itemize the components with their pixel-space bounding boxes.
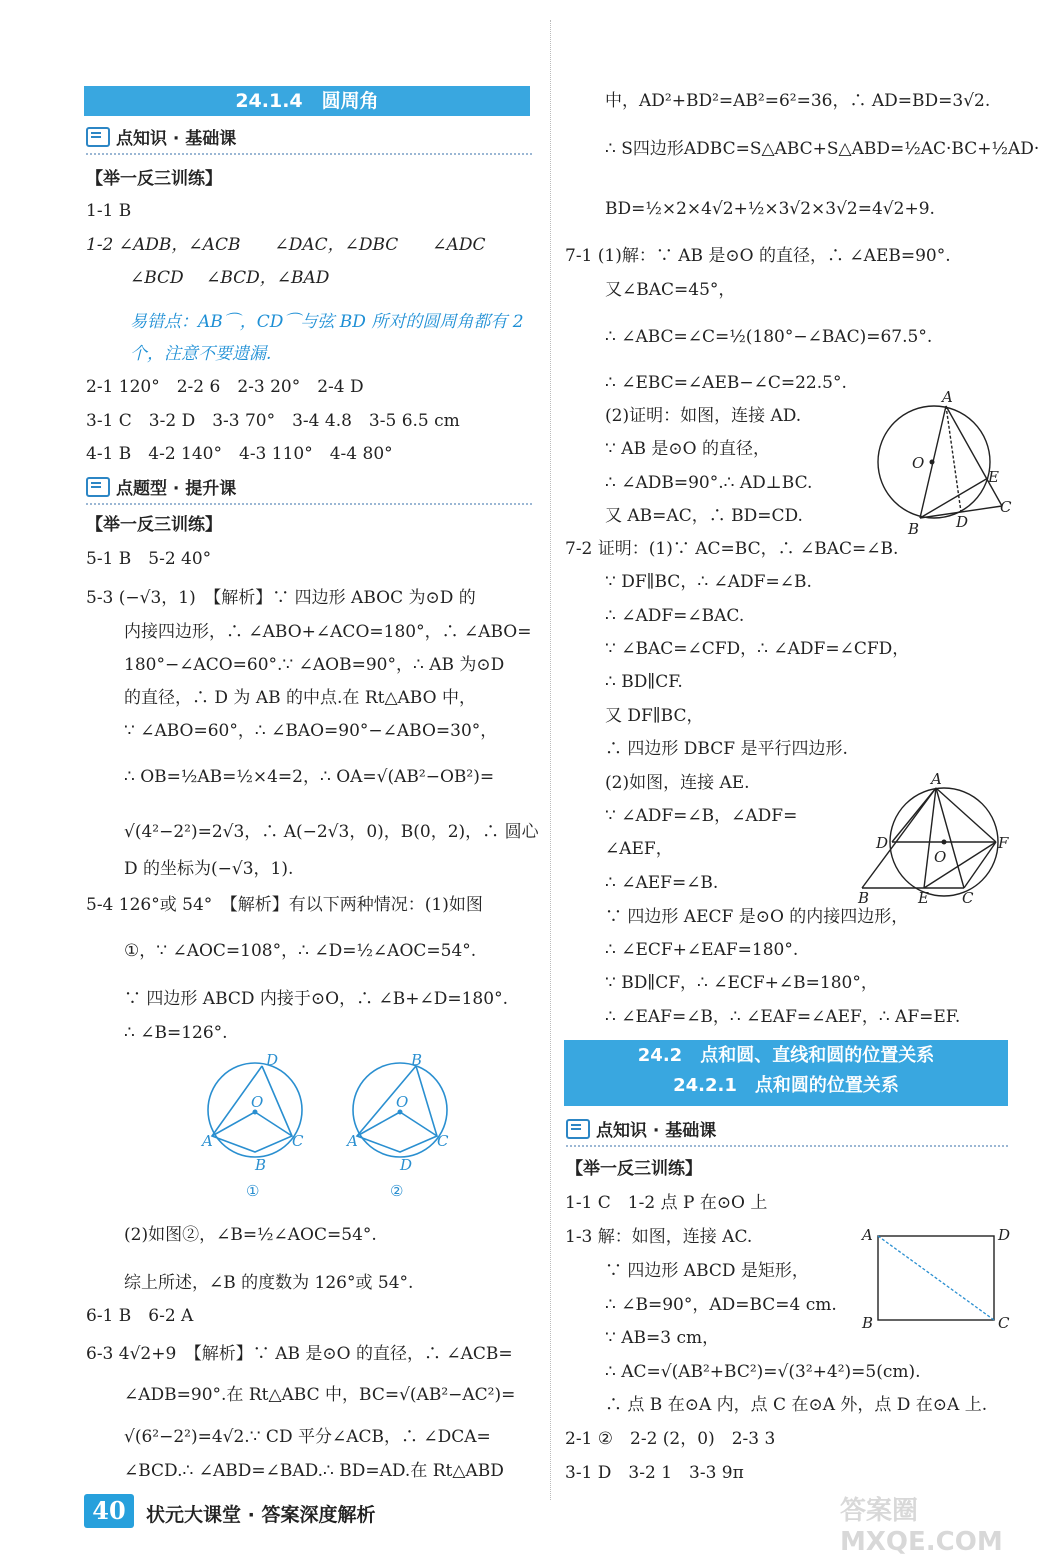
answer-line: 180°−∠ACO=60°.∵ ∠AOB=90°，∴ AB 为⊙D (124, 655, 505, 675)
point-label: O (934, 848, 947, 866)
dotted-divider (86, 153, 532, 155)
answer-line: ∵ ∠BAC=∠CFD，∴ ∠ADF=∠CFD， (605, 639, 910, 659)
answer-line: ∴ ∠ECF+∠EAF=180°. (605, 940, 799, 960)
point-label: C (292, 1132, 304, 1150)
answer-line: 1-1 B (86, 201, 132, 221)
point-label: C (1000, 498, 1012, 516)
answer-line: ∵ BD∥CF，∴ ∠ECF+∠B=180°， (605, 973, 878, 993)
point-label: D (998, 1226, 1011, 1244)
dotted-divider (86, 503, 532, 505)
point-label: O (912, 454, 925, 472)
answer-line: 2-1 120° 2-2 6 2-3 20° 2-4 D (86, 377, 364, 397)
point-label: D (400, 1156, 413, 1174)
answer-line: ∴ AC=√(AB²+BC²)=√(3²+4²)=5(cm). (605, 1362, 921, 1382)
answer-line: 4-1 B 4-2 140° 4-3 110° 4-4 80° (86, 444, 393, 464)
answer-line: 6-3 4√2+9 【解析】∵ AB 是⊙O 的直径，∴ ∠ACB= (86, 1344, 513, 1364)
answer-line: 5-4 126°或 54° 【解析】有以下两种情况：(1)如图 (86, 895, 483, 915)
circle-figure-pair (190, 1050, 470, 1205)
point-label: C (437, 1132, 449, 1150)
train-heading: 【举一反三训练】 (86, 169, 222, 189)
answer-line: 综上所述，∠B 的度数为 126°或 54°. (124, 1273, 414, 1293)
answer-line: ∠BCD.∴ ∠ABD=∠BAD.∴ BD=AD.在 Rt△ABD (124, 1461, 504, 1481)
answer-line: 3-1 D 3-2 1 3-3 9π (565, 1463, 744, 1483)
answer-line: 5-3 (−√3，1) 【解析】∵ 四边形 ABOC 为⊙D 的 (86, 588, 476, 608)
footer-title: 状元大课堂 · 答案深度解析 (146, 1504, 376, 1526)
section-heading-basic (86, 124, 236, 149)
section-heading-label: 点知识 · 基础课 (596, 1121, 717, 1141)
answer-line: ∴ ∠ABC=∠C=½(180°−∠BAC)=67.5°. (605, 327, 933, 347)
figure-caption: ② (390, 1182, 404, 1200)
point-label: A (862, 1226, 873, 1244)
answer-line: ∵ 四边形 ABCD 内接于⊙O，∴ ∠B+∠D=180°. (124, 989, 508, 1009)
answer-line: 中，AD²+BD²=AB²=6²=36，∴ AD=BD=3√2. (605, 91, 991, 111)
answer-line: ∵ 四边形 AECF 是⊙O 的内接四边形， (605, 907, 909, 927)
section-heading-advanced (86, 474, 236, 499)
answer-line: ∠BCD ∠BCD，∠BAD (130, 268, 330, 288)
dotted-divider (566, 1145, 1008, 1147)
point-label: A (931, 770, 942, 788)
answer-line: ∴ ∠ADF=∠BAC. (605, 606, 745, 626)
answer-line: ∵ AB 是⊙O 的直径， (605, 439, 770, 459)
point-label: D (956, 513, 969, 531)
column-divider (550, 20, 551, 1500)
point-label: A (202, 1132, 213, 1150)
answer-line: ∵ DF∥BC，∴ ∠ADF=∠B. (605, 572, 812, 592)
answer-line: 1-2 ∠ADB，∠ACB ∠DAC，∠DBC ∠ADC (86, 235, 486, 255)
answer-line: √(4²−2²)=2√3，∴ A(−2√3，0)，B(0，2)，∴ 圆心 (124, 822, 539, 842)
answer-line: ∴ ∠ADB=90°.∴ AD⊥BC. (605, 473, 813, 493)
circle-figure-7-1 (866, 390, 1026, 540)
answer-line: ∵ ∠ABO=60°，∴ ∠BAO=90°−∠ABO=30°， (124, 721, 498, 741)
banner-line: 24.2 点和圆、直线和圆的位置关系 (637, 1045, 935, 1066)
point-label: D (266, 1051, 279, 1069)
answer-line: (2)如图②，∠B=½∠AOC=54°. (124, 1225, 377, 1245)
point-label: E (988, 468, 999, 486)
book-icon (86, 127, 110, 147)
point-label: B (255, 1156, 267, 1174)
point-label: B (411, 1051, 423, 1069)
answer-line: ∴ OB=½AB=½×4=2，∴ OA=√(AB²−OB²)= (124, 767, 495, 787)
answer-line: 的直径，∴ D 为 AB 的中点.在 Rt△ABO 中， (124, 688, 476, 708)
answer-line: ∠ADB=90°.在 Rt△ABC 中，BC=√(AB²−AC²)= (124, 1385, 516, 1405)
answer-line: ∴ 点 B 在⊙A 内，点 C 在⊙A 外，点 D 在⊙A 上. (605, 1395, 988, 1415)
point-label: F (998, 834, 1009, 852)
section-heading-basic (566, 1116, 716, 1141)
answer-line: 7-2 证明：(1)∵ AC=BC，∴ ∠BAC=∠B. (565, 539, 899, 559)
answer-line: D 的坐标为(−√3，1). (124, 859, 294, 879)
figure-caption: ① (246, 1182, 260, 1200)
train-heading: 【举一反三训练】 (86, 515, 222, 535)
answer-line: 又 AB=AC，∴ BD=CD. (605, 506, 803, 526)
answer-line: ∵ AB=3 cm， (605, 1328, 720, 1348)
tip-line: 个，注意不要遗漏. (130, 344, 272, 364)
answer-line: (2)证明：如图，连接 AD. (605, 406, 802, 426)
answer-line: 2-1 ② 2-2 (2，0) 2-3 3 (565, 1429, 776, 1449)
answer-line: 3-1 C 3-2 D 3-3 70° 3-4 4.8 3-5 6.5 cm (86, 411, 460, 431)
answer-line: ∴ ∠B=90°，AD=BC=4 cm. (605, 1295, 837, 1315)
rectangle-figure (856, 1220, 1016, 1336)
train-heading: 【举一反三训练】 (566, 1159, 702, 1179)
point-label: O (251, 1093, 264, 1111)
answer-line: 6-1 B 6-2 A (86, 1306, 194, 1326)
point-label: B (862, 1314, 874, 1332)
point-label: A (942, 390, 953, 406)
answer-line: 1-3 解：如图，连接 AC. (565, 1227, 753, 1247)
answer-line: ∴ ∠AEF=∠B. (605, 873, 719, 893)
book-icon (566, 1119, 590, 1139)
answer-line: 又 DF∥BC， (605, 706, 704, 726)
point-label: B (908, 520, 920, 538)
tip-line: 易错点：AB⌒，CD⌒与弦 BD 所对的圆周角都有 2 (130, 312, 524, 332)
answer-line: 7-1 (1)解：∵ AB 是⊙O 的直径，∴ ∠AEB=90°. (565, 246, 951, 266)
answer-line: BD=½×2×4√2+½×3√2×3√2=4√2+9. (605, 199, 935, 219)
section-heading-label: 点知识 · 基础课 (116, 129, 237, 149)
banner-line: 24.2.1 点和圆的位置关系 (673, 1075, 899, 1096)
answer-line: ∴ ∠B=126°. (124, 1023, 228, 1043)
point-label: B (858, 889, 870, 907)
answer-line: ∴ BD∥CF. (605, 672, 683, 692)
page-number: 40 (84, 1494, 134, 1528)
answer-line: ∴ ∠EAF=∠B，∴ ∠EAF=∠AEF，∴ AF=EF. (605, 1007, 961, 1027)
point-label: D (876, 834, 889, 852)
section-banner: 24.1.4 圆周角 (84, 86, 530, 116)
answer-line: 内接四边形，∴ ∠ABO+∠ACO=180°，∴ ∠ABO= (124, 622, 532, 642)
answer-line: (2)如图，连接 AE. (605, 773, 750, 793)
point-label: C (998, 1314, 1010, 1332)
answer-line: ∠AEF， (605, 839, 673, 859)
answer-line: ∵ ∠ADF=∠B，∠ADF= (605, 806, 798, 826)
answer-line: ∵ 四边形 ABCD 是矩形， (605, 1261, 809, 1281)
answer-line: ∴ S四边形ADBC=S△ABC+S△ABD=½AC·BC+½AD· (605, 139, 1040, 159)
point-label: O (396, 1093, 409, 1111)
section-heading-label: 点题型 · 提升课 (116, 479, 237, 499)
point-label: E (918, 889, 929, 907)
clipboard-icon (86, 477, 110, 497)
circle-figure-7-2 (852, 770, 1022, 910)
section-banner (564, 1040, 1008, 1106)
answer-line: ∴ ∠EBC=∠AEB−∠C=22.5°. (605, 373, 847, 393)
answer-line: ①，∵ ∠AOC=108°，∴ ∠D=½∠AOC=54°. (124, 941, 477, 961)
answer-line: 又∠BAC=45°， (605, 280, 736, 300)
answer-line: ∴ 四边形 DBCF 是平行四边形. (605, 739, 848, 759)
watermark: 答案圈 MXQE.COM (840, 1496, 1003, 1557)
answer-line: 5-1 B 5-2 40° (86, 549, 212, 569)
point-label: A (347, 1132, 358, 1150)
point-label: C (962, 889, 974, 907)
answer-line: 1-1 C 1-2 点 P 在⊙O 上 (565, 1193, 768, 1213)
answer-line: √(6²−2²)=4√2.∵ CD 平分∠ACB，∴ ∠DCA= (124, 1427, 491, 1447)
